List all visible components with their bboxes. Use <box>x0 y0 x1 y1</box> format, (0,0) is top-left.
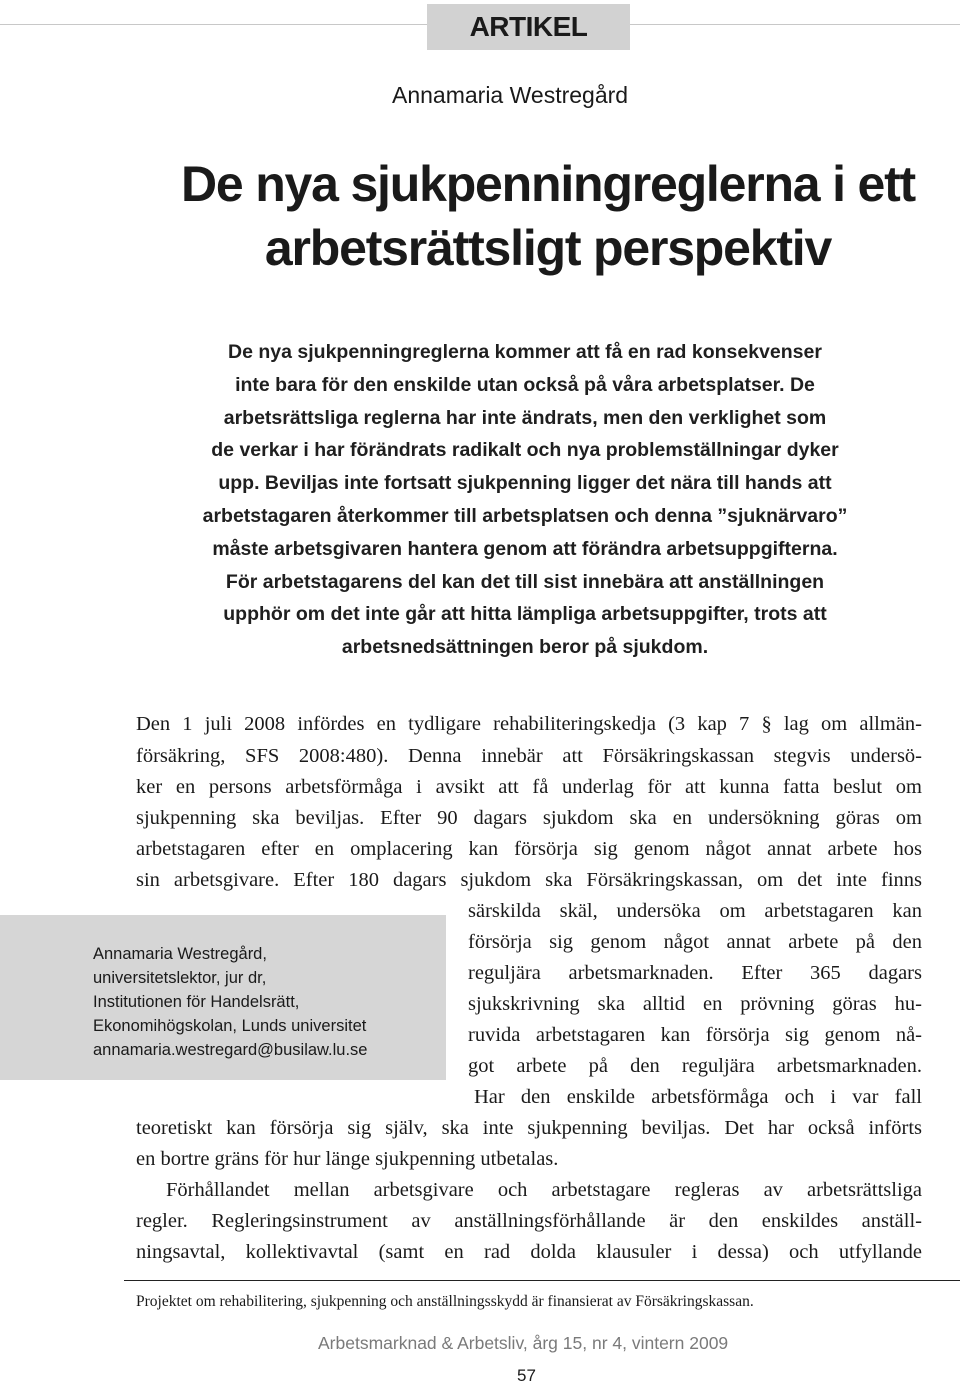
author-box-line: Institutionen för Handelsrätt, <box>93 993 300 1011</box>
abstract-line: arbetsnedsättningen beror på sjukdom. <box>341 636 709 659</box>
body-line: försäkring, SFS 2008:480). Denna innebär att Försäkringskassan stegvis undersö- <box>136 745 922 767</box>
title-line: De nya sjukpenningreglerna i ett <box>180 156 915 212</box>
body-line: Den 1 juli 2008 infördes en tydligare rehabiliteringskedja (3 kap 7 § lag om allmän- <box>136 713 922 735</box>
author-info-box <box>0 915 446 1080</box>
article-title <box>158 152 938 280</box>
body-line: en bortre gräns för hur länge sjukpenning utbetalas. <box>136 1148 559 1170</box>
footnote-rule <box>124 1280 960 1281</box>
body-line: ningsavtal, kollektivavtal (samt en rad dolda klausuler i dessa) och utfyllande <box>136 1241 922 1263</box>
abstract-line: arbetstagaren återkommer till arbetsplatsen och denna ”sjuknärvaro” <box>202 504 848 527</box>
body-line: sin arbetsgivare. Efter 180 dagars sjukdom ska Försäkringskassan, om det inte finns <box>136 869 922 891</box>
section-label: ARTIKEL <box>427 4 630 50</box>
title-line: arbetsrättsligt perspektiv <box>264 220 832 276</box>
body-line: reguljära arbetsmarknaden. Efter 365 dagars <box>468 962 922 984</box>
author-box-line: universitetslektor, jur dr, <box>93 969 267 987</box>
abstract-line: upphör om det inte går att hitta lämpliga arbetsuppgifter, trots att <box>223 603 827 626</box>
abstract-line: För arbetstagarens del kan det till sist innebära att anställningen <box>225 570 825 593</box>
body-line: särskilda skäl, undersöka om arbetstagaren kan <box>468 900 922 922</box>
abstract-line: de verkar i har förändrats radikalt och nya problemställningar dyker <box>211 439 839 462</box>
body-line: ker en persons arbetsförmåga i avsikt att få underlag för att kunna fatta beslut om <box>136 776 922 798</box>
abstract-line: upp. Beviljas inte fortsatt sjukpenning ligger det nära till hands att <box>218 472 832 495</box>
page-number: 57 <box>517 1366 536 1385</box>
body-line: Har den enskilde arbetsförmåga och i var fall <box>474 1086 922 1108</box>
journal-info: Arbetsmarknad & Arbetsliv, årg 15, nr 4, vintern 2009 <box>318 1333 729 1353</box>
abstract-line: inte bara för den enskilde utan också på våra arbetsplatser. De <box>235 373 815 396</box>
author-name: Annamaria Westregård <box>392 82 629 108</box>
body-line: regler. Regleringsinstrument av anställningsförhållande är den enskildes anställ- <box>136 1210 922 1232</box>
abstract <box>140 336 910 664</box>
abstract-line: De nya sjukpenningreglerna kommer att få en rad konsekvenser <box>228 341 822 363</box>
author-email: annamaria.westregard@busilaw.lu.se <box>93 1041 368 1059</box>
body-line: arbetstagaren efter en omplacering kan försörja sig genom något annat arbete hos <box>136 838 922 860</box>
body-line: got arbete på den reguljära arbetsmarknaden. <box>468 1055 922 1077</box>
abstract-line: måste arbetsgivaren hantera genom att förändra arbetsuppgifterna. <box>212 537 838 560</box>
body-line: Förhållandet mellan arbetsgivare och arbetstagare regleras av arbetsrättsliga <box>166 1179 922 1201</box>
body-line: sjukpenning ska beviljas. Efter 90 dagars sjukdom ska en undersökning göras om <box>136 807 922 829</box>
abstract-line: arbetsrättsliga reglerna har inte ändrats, men den verklighet som <box>223 406 827 429</box>
author-box-line: Annamaria Westregård, <box>93 945 267 963</box>
body-line: sjukskrivning ska alltid en prövning göras hu- <box>468 993 922 1015</box>
author-box-line: Ekonomihögskolan, Lunds universitet <box>93 1017 367 1035</box>
body-line: försörja sig genom något annat arbete på den <box>468 931 922 953</box>
body-line: teoretiskt kan försörja sig själv, ska inte sjukpenning beviljas. Det har också införts <box>136 1117 922 1139</box>
footnote: Projektet om rehabilitering, sjukpenning och anställningsskydd är finansierat av Försäkringskassan. <box>136 1293 754 1310</box>
body-line: ruvida arbetstagaren kan försörja sig genom nå- <box>468 1024 922 1046</box>
